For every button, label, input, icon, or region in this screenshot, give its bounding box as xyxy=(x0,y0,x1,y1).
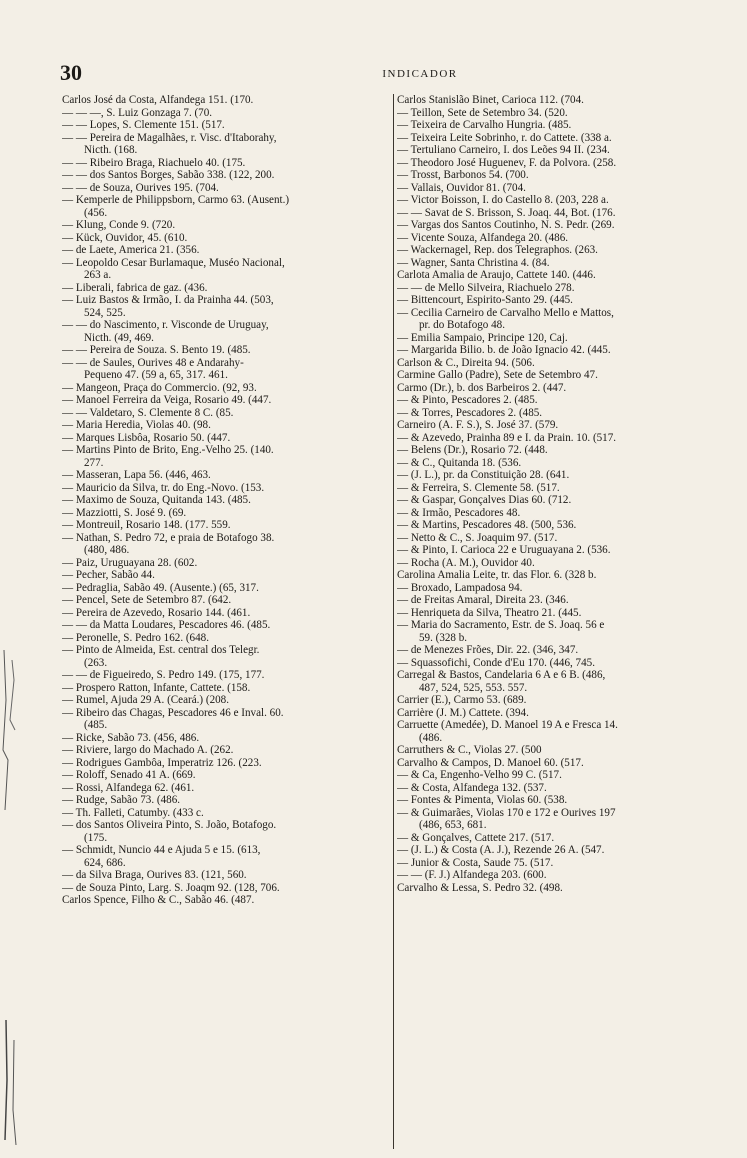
directory-entry-line: 263 a. xyxy=(84,269,112,281)
directory-entry-line: Nicth. (168. xyxy=(84,144,138,156)
directory-entry-line: — Montreuil, Rosario 148. (177. 559. xyxy=(62,519,231,531)
directory-entry-line: — Vicente Souza, Alfandega 20. (486. xyxy=(397,231,569,244)
directory-entry-line: — Emilia Sampaio, Principe 120, Caj. xyxy=(397,331,568,344)
directory-entry-line: Carrier (E.), Carmo 53. (689. xyxy=(397,694,527,706)
directory-entry-line: — Kück, Ouvidor, 45. (610. xyxy=(62,231,188,244)
directory-entry-line: (486, 653, 681. xyxy=(419,819,487,831)
directory-entry-line: — — Savat de S. Brisson, S. Joaq. 44, Bot. (176. xyxy=(397,206,616,219)
directory-entry-line: — Henriqueta da Silva, Theatro 21. (445. xyxy=(397,606,582,619)
directory-entry-line: — & Ca, Engenho-Velho 99 C. (517. xyxy=(397,769,562,781)
directory-entry-line: — Pedraglia, Sabão 49. (Ausente.) (65, 317. xyxy=(62,581,259,594)
directory-entry-line: Nicth. (49, 469. xyxy=(84,331,154,344)
directory-entry-line: — da Silva Braga, Ourives 83. (121, 560. xyxy=(62,869,247,881)
directory-entry-line: — — de Figueiredo, S. Pedro 149. (175, 177. xyxy=(62,669,265,681)
directory-entry-line: — Kemperle de Philippsborn, Carmo 63. (Ausent.) xyxy=(62,194,290,206)
directory-entry-line: — Maria Heredia, Violas 40. (98. xyxy=(62,419,211,431)
directory-entry-line: — de Souza Pinto, Larg. S. Joaqm 92. (128, 706. xyxy=(62,881,280,894)
directory-entry-line: Carneiro (A. F. S.), S. José 37. (579. xyxy=(397,419,559,431)
directory-entry-line: Carvalho & Lessa, S. Pedro 32. (498. xyxy=(397,881,563,894)
directory-entry-line: (175. xyxy=(84,831,108,844)
directory-entry-line: — Nathan, S. Pedro 72, e praia de Botafogo 38. xyxy=(62,531,275,544)
directory-entry-line: — — Pereira de Souza. S. Bento 19. (485. xyxy=(62,344,251,356)
directory-entry-line: — de Menezes Frões, Dir. 22. (346, 347. xyxy=(397,644,579,656)
directory-entry-line: — (J. L.), pr. da Constituição 28. (641. xyxy=(397,469,570,481)
directory-entry-line: — — Pereira de Magalhães, r. Visc. d'Itaborahy, xyxy=(62,131,277,144)
directory-entry-line: — Schmidt, Nuncio 44 e Ajuda 5 e 15. (613, xyxy=(62,844,261,856)
directory-entry-line: — Wackernagel, Rep. dos Telegraphos. (263. xyxy=(397,244,598,256)
directory-entry-line: — de Laete, America 21. (356. xyxy=(62,244,200,256)
directory-entry-line: — — de Saules, Ourives 48 e Andarahy- xyxy=(62,356,244,369)
directory-entry-line: pr. do Botafogo 48. xyxy=(419,319,505,331)
directory-entry-line: — Mangeon, Praça do Commercio. (92, 93. xyxy=(62,381,257,394)
directory-entry-line: (456. xyxy=(84,206,108,219)
directory-entry-line: (263. xyxy=(84,656,108,669)
directory-entry-line: — Cecilia Carneiro de Carvalho Mello e Mattos, xyxy=(397,306,614,319)
directory-entry-line: — & Pinto, I. Carioca 22 e Uruguayana 2. (536. xyxy=(397,544,611,556)
directory-entry-line: — Broxado, Lampadosa 94. xyxy=(397,581,523,594)
directory-entry-line: — Theodoro José Huguenev, F. da Polvora. (258. xyxy=(397,156,617,169)
directory-entry-line: — Marques Lisbôa, Rosario 50. (447. xyxy=(62,431,231,444)
directory-entry-line: — (J. L.) & Costa (A. J.), Rezende 26 A. (547. xyxy=(397,844,605,856)
directory-entry-line: 277. xyxy=(84,456,104,469)
directory-entry-line: — — dos Santos Borges, Sabão 338. (122, 200. xyxy=(62,169,275,181)
directory-entry-line: — Paiz, Uruguayana 28. (602. xyxy=(62,556,198,569)
directory-entry-line: — Th. Falleti, Catumby. (433 c. xyxy=(62,806,204,819)
column-divider xyxy=(393,94,394,1149)
directory-entry-line: — — da Matta Loudares, Pescadores 46. (485. xyxy=(62,619,271,631)
directory-entry-line: — Mazziotti, S. José 9. (69. xyxy=(62,506,187,519)
directory-entry-line: 524, 525. xyxy=(84,306,126,319)
directory-entry-line: — Rodrigues Gambôa, Imperatriz 126. (223. xyxy=(62,756,262,769)
directory-entry-line: — Liberali, fabrica de gaz. (436. xyxy=(62,281,208,294)
directory-entry-line: Carolina Amalia Leite, tr. das Flor. 6. (328 b. xyxy=(397,569,597,581)
directory-entry-line: — Tertuliano Carneiro, I. dos Leões 94 II. (234. xyxy=(397,144,610,156)
directory-entry-line: — Rossi, Alfandega 62. (461. xyxy=(62,781,195,794)
directory-entry-line: — Manoel Ferreira da Veiga, Rosario 49. (447. xyxy=(62,394,272,406)
directory-entry-line: — Masseran, Lapa 56. (446, 463. xyxy=(62,469,211,481)
directory-entry-line: — Pinto de Almeida, Est. central dos Telegr. xyxy=(62,644,260,656)
directory-entry-line: — Pereira de Azevedo, Rosario 144. (461. xyxy=(62,606,251,619)
directory-entry-line: — Maria do Sacramento, Estr. de S. Joaq. 56 e xyxy=(397,619,605,631)
directory-entry-line: — Teillon, Sete de Setembro 34. (520. xyxy=(397,106,568,119)
directory-entry-line: Carruette (Amedée), D. Manoel 19 A e Fresca 14. xyxy=(397,719,618,731)
directory-entry-line: — de Freitas Amaral, Direita 23. (346. xyxy=(397,594,569,606)
directory-entry-line: — & Martins, Pescadores 48. (500, 536. xyxy=(397,519,577,531)
directory-entry-line: (485. xyxy=(84,719,108,731)
directory-entry-line: — Riviere, largo do Machado A. (262. xyxy=(62,744,234,756)
directory-entry-line: — Junior & Costa, Saude 75. (517. xyxy=(397,856,554,869)
page-number: 30 xyxy=(60,60,82,85)
directory-entry-line: — & C., Quitanda 18. (536. xyxy=(397,456,522,469)
directory-entry-line: — Rocha (A. M.), Ouvidor 40. xyxy=(397,556,535,569)
directory-entry-line: — Rudge, Sabão 73. (486. xyxy=(62,794,181,806)
directory-entry-line: — Maximo de Souza, Quitanda 143. (485. xyxy=(62,494,251,506)
directory-entry-line: — Mauricio da Silva, tr. do Eng.-Novo. (153. xyxy=(62,481,265,494)
directory-entry-line: — Leopoldo Cesar Burlamaque, Muséo Nacional, xyxy=(62,256,285,269)
directory-entry-line: — Luiz Bastos & Irmão, I. da Prainha 44. (503, xyxy=(62,294,274,306)
directory-entry-line: Carvalho & Campos, D. Manoel 60. (517. xyxy=(397,756,584,769)
directory-entry-line: — & Torres, Pescadores 2. (485. xyxy=(397,406,543,419)
directory-entry-line: Carlson & C., Direita 94. (506. xyxy=(397,356,535,369)
right-column xyxy=(397,94,727,1149)
directory-entry-line: — & Ferreira, S. Clemente 58. (517. xyxy=(397,481,560,494)
directory-entry-line: Carlos Stanislão Binet, Carioca 112. (704. xyxy=(397,94,584,106)
directory-entry-line: — Ribeiro das Chagas, Pescadores 46 e Inval. 60. xyxy=(62,706,284,719)
directory-entry-line: — & Irmão, Pescadores 48. xyxy=(397,506,521,519)
directory-entry-line: Carmine Gallo (Padre), Sete de Setembro 47. xyxy=(397,369,598,381)
directory-entry-line: — Martins Pinto de Brito, Eng.-Velho 25. (140. xyxy=(62,444,274,456)
directory-entry-line: — & Guimarães, Violas 170 e 172 e Ourives 197 xyxy=(397,806,616,819)
directory-entry-line: — & Gaspar, Gonçalves Dias 60. (712. xyxy=(397,494,572,506)
directory-entry-line: — Ricke, Sabão 73. (456, 486. xyxy=(62,731,200,744)
directory-entry-line: 624, 686. xyxy=(84,856,126,869)
directory-entry-line: — dos Santos Oliveira Pinto, S. João, Botafogo. xyxy=(62,819,277,831)
directory-entry-line: Carmo (Dr.), b. dos Barbeiros 2. (447. xyxy=(397,381,567,394)
directory-entry-line: — — Ribeiro Braga, Riachuelo 40. (175. xyxy=(62,156,246,169)
directory-entry-line: — & Azevedo, Prainha 89 e I. da Prain. 10. (517. xyxy=(397,431,617,444)
directory-entry-line: — Wagner, Santa Christina 4. (84. xyxy=(397,256,550,269)
directory-entry-line: — Teixeira Leite Sobrinho, r. do Cattete. (338 a. xyxy=(397,131,612,144)
directory-entry-line: 487, 524, 525, 553. 557. xyxy=(419,681,528,694)
directory-entry-line: Pequeno 47. (59 a, 65, 317. 461. xyxy=(84,369,228,381)
directory-entry-line: (486. xyxy=(419,731,443,744)
directory-entry-line: (480, 486. xyxy=(84,544,130,556)
directory-entry-line: — Trosst, Barbonos 54. (700. xyxy=(397,169,529,181)
directory-entry-line: — Margarida Bilio. b. de João Ignacio 42. (445. xyxy=(397,344,611,356)
directory-entry-line: — Victor Boisson, I. do Castello 8. (203, 228 a. xyxy=(397,194,609,206)
directory-entry-line: — & Pinto, Pescadores 2. (485. xyxy=(397,394,538,406)
directory-entry-line: — Peronelle, S. Pedro 162. (648. xyxy=(62,631,209,644)
directory-entry-line: — Klung, Conde 9. (720. xyxy=(62,219,176,231)
directory-entry-line: 59. (328 b. xyxy=(419,631,468,644)
directory-entry-line: — Fontes & Pimenta, Violas 60. (538. xyxy=(397,794,568,806)
directory-entry-line: Carrière (J. M.) Cattete. (394. xyxy=(397,706,529,719)
directory-entry-line: — — Valdetaro, S. Clemente 8 C. (85. xyxy=(62,406,234,419)
running-title: INDICADOR xyxy=(382,68,458,80)
left-column xyxy=(62,94,392,1149)
directory-entry-line: — — (F. J.) Alfandega 203. (600. xyxy=(397,869,547,881)
directory-entry-line: Carruthers & C., Violas 27. (500 xyxy=(397,744,542,756)
directory-entry-line: — Vargas dos Santos Coutinho, N. S. Pedr. (269. xyxy=(397,219,615,231)
directory-entry-line: — Bittencourt, Espirito-Santo 29. (445. xyxy=(397,294,573,306)
directory-entry-line: Carregal & Bastos, Candelaria 6 A e 6 B. (486, xyxy=(397,669,606,681)
directory-entry-line: — Rumel, Ajuda 29 A. (Ceará.) (208. xyxy=(62,694,229,706)
page-header xyxy=(60,60,720,88)
directory-entry-line: Carlos Spence, Filho & C., Sabão 46. (487. xyxy=(62,894,255,906)
directory-entry-line: Carlota Amalia de Araujo, Cattete 140. (446. xyxy=(397,269,596,281)
directory-entry-line: — Squassofichi, Conde d'Eu 170. (446, 745. xyxy=(397,656,595,669)
directory-entry-line: — Belens (Dr.), Rosario 72. (448. xyxy=(397,444,548,456)
directory-entry-line: — — Lopes, S. Clemente 151. (517. xyxy=(62,119,225,131)
directory-entry-line: Carlos José da Costa, Alfandega 151. (170. xyxy=(62,94,254,106)
directory-entry-line: — — do Nascimento, r. Visconde de Uruguay, xyxy=(62,319,269,331)
directory-entry-line: — Vallais, Ouvidor 81. (704. xyxy=(397,181,526,194)
directory-entry-line: — Netto & C., S. Joaquim 97. (517. xyxy=(397,531,558,544)
directory-entry-line: — — de Souza, Ourives 195. (704. xyxy=(62,181,219,194)
binding-edge-marks xyxy=(0,640,30,1150)
directory-entry-line: — & Costa, Alfandega 132. (537. xyxy=(397,781,547,794)
directory-entry-line: — Pencel, Sete de Setembro 87. (642. xyxy=(62,594,232,606)
directory-entry-line: — — de Mello Silveira, Riachuelo 278. xyxy=(397,281,575,294)
directory-entry-line: — & Gonçalves, Cattete 217. (517. xyxy=(397,831,555,844)
directory-entry-line: — Roloff, Senado 41 A. (669. xyxy=(62,769,196,781)
directory-entry-line: — Teixeira de Carvalho Hungria. (485. xyxy=(397,119,572,131)
directory-entry-line: — Prospero Ratton, Infante, Cattete. (158. xyxy=(62,681,251,694)
directory-entry-line: — — —, S. Luiz Gonzaga 7. (70. xyxy=(62,106,213,119)
directory-entry-line: — Pecher, Sabão 44. xyxy=(62,569,155,581)
